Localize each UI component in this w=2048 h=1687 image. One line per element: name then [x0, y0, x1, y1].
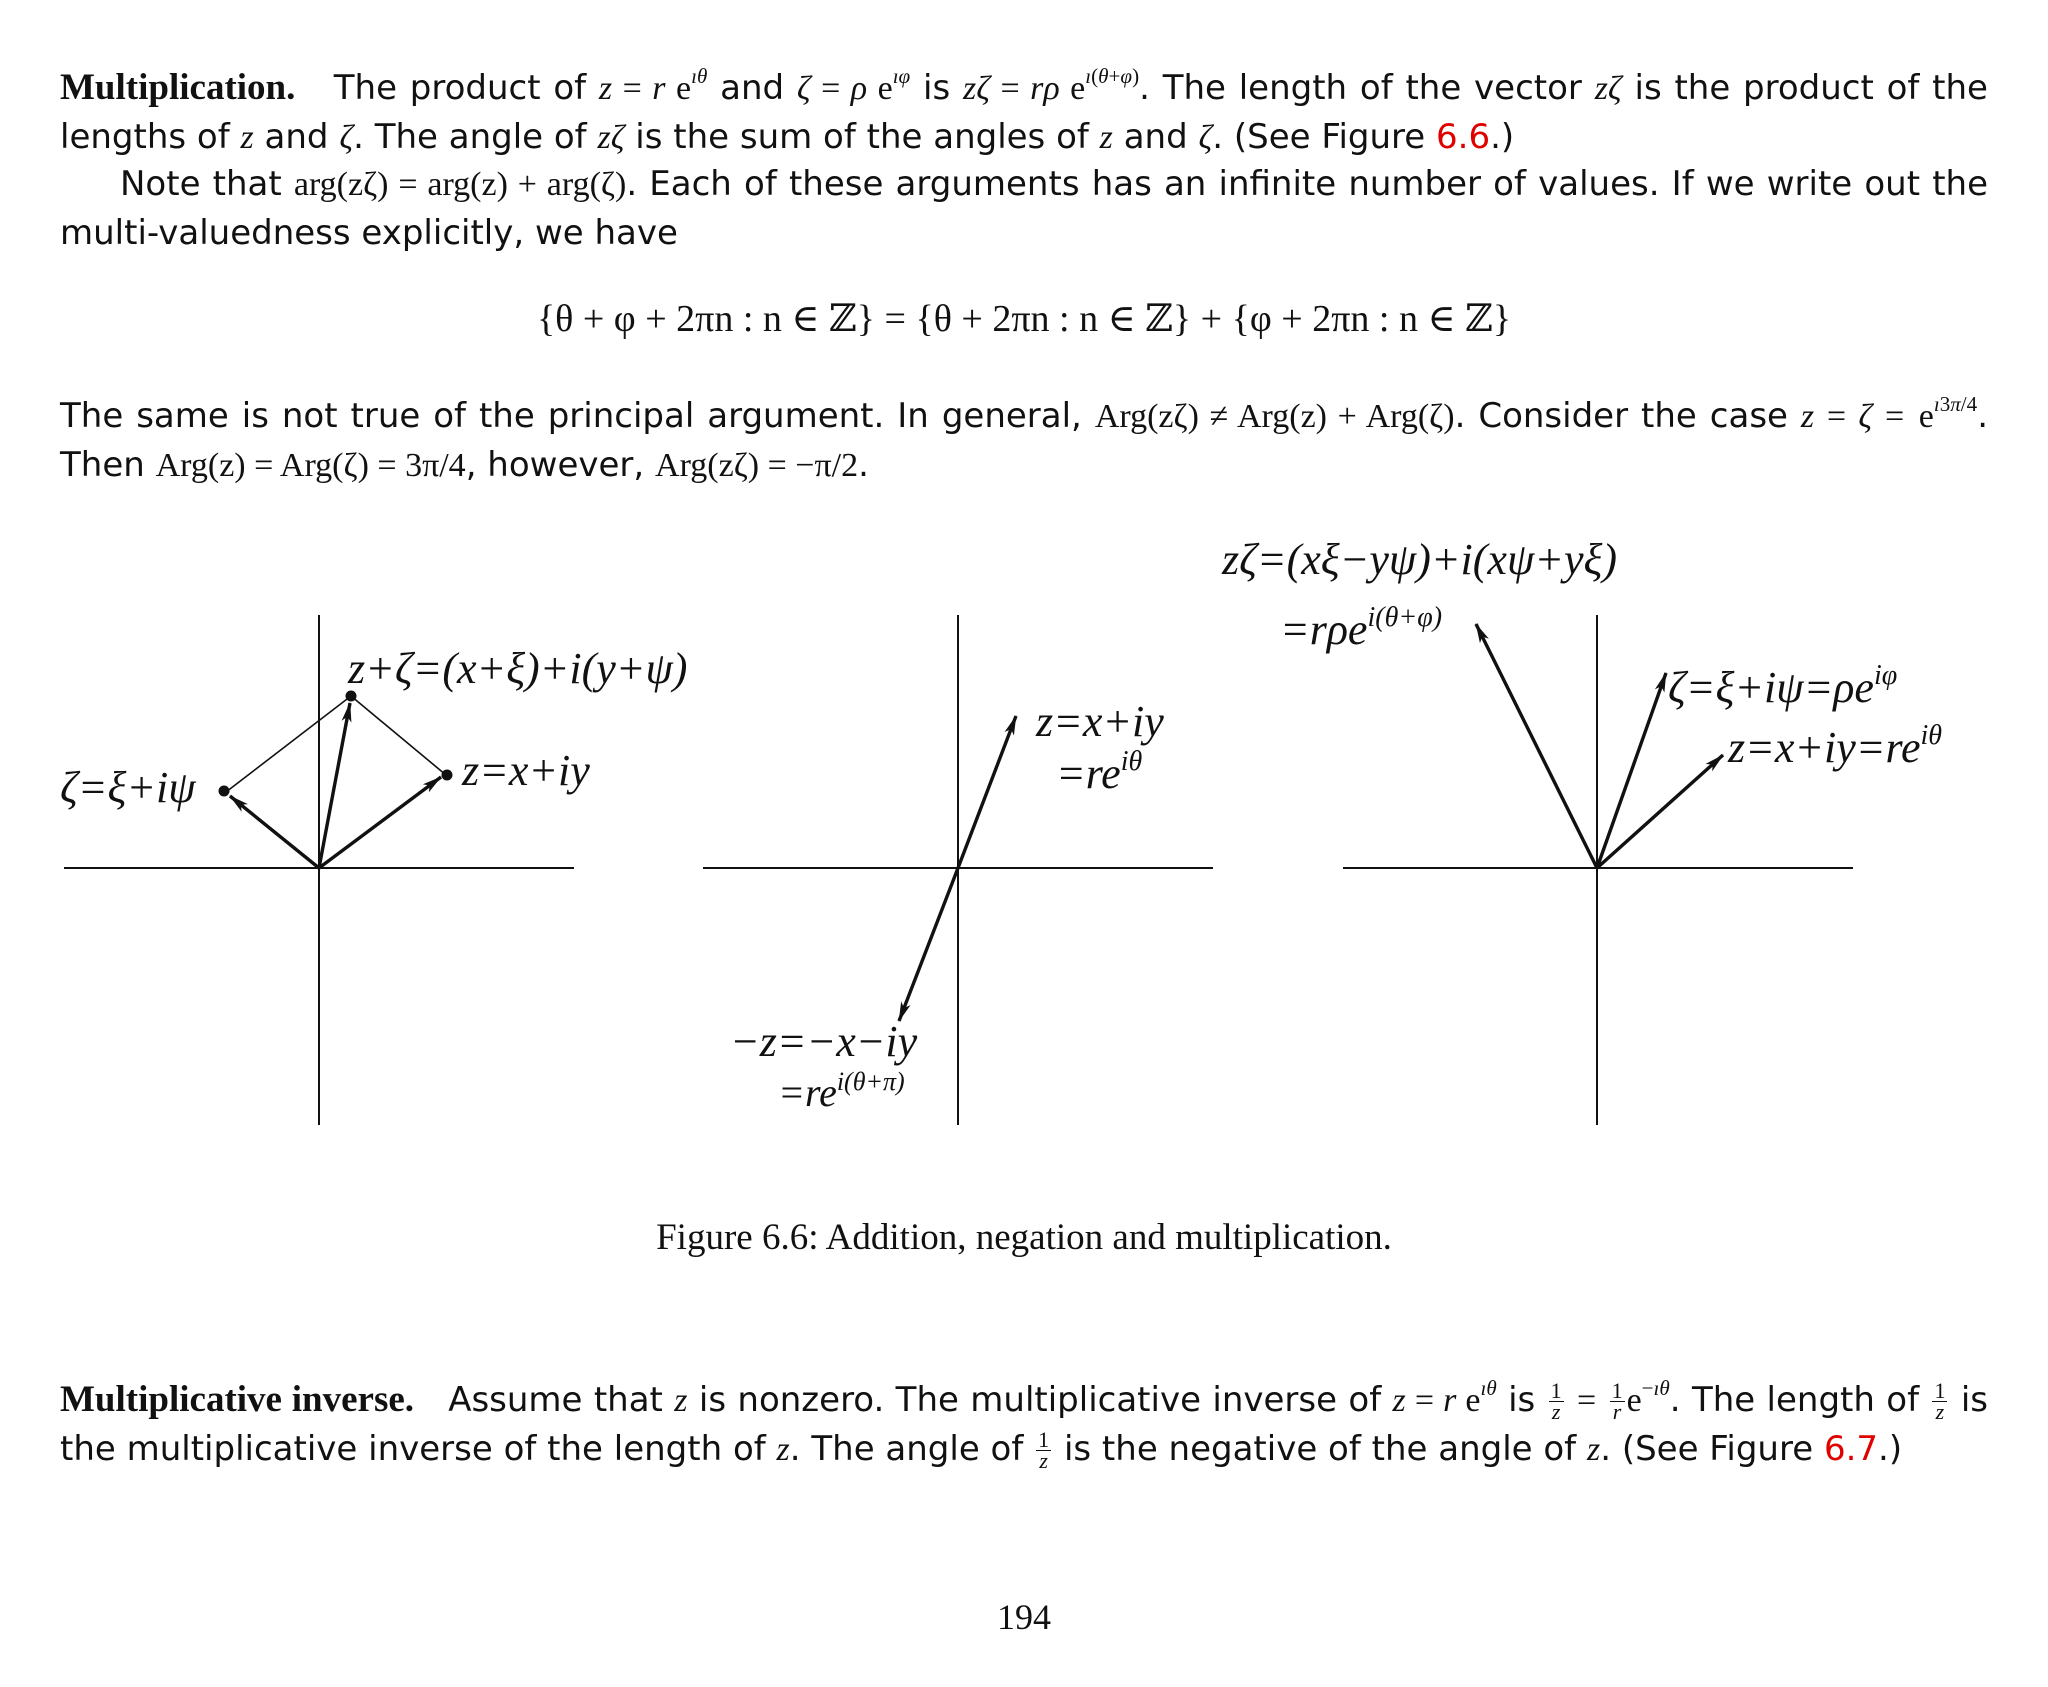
- parallelogram-edge: [351, 696, 446, 775]
- figure-6-6-link[interactable]: 6.6: [1436, 117, 1491, 157]
- zeta-vector: [230, 796, 319, 868]
- text: and: [1123, 117, 1188, 157]
- multiplication-paragraph: Multiplication. The product of z = r $e^{ı\theta}$ and ζ = ρ $e^{ı\varphi}$ is zζ = rρ $e^{ı(\theta+\varphi)}$. The length of the vector zζ is the product of the lengths of z and ζ. The angle of zζ is the sum of the angles of z and ζ. (See Figure 6.6.): [60, 64, 1988, 157]
- text: is: [1508, 1380, 1536, 1420]
- inverse-paragraph: Multiplicative inverse. Assume that z is nonzero. The multiplicative inverse of z = r $e^{ı\theta}$ is $\frac{1}{z}$ = $\frac{1}{r}$ $e^{-ı\theta}$. The length of $\frac{1}{z}$ is the multiplicative inverse of the length of z. The angle of $\frac{1}{z}$ is the negative of the angle of z. (See Figure 6.7.): [60, 1376, 1988, 1473]
- text: and: [264, 117, 329, 157]
- z-label: z=x+iy: [1036, 697, 1164, 746]
- page-number: 194: [997, 1597, 1051, 1637]
- neg-z-label: −z=−x−iy: [730, 1017, 918, 1066]
- text: , however,: [465, 445, 645, 485]
- product-polar-label: =rρe$^{i(\theta+\varphi)}$: [1280, 602, 1443, 654]
- z-label: $z=x+iy=re^{i\theta}$: [1728, 720, 1943, 772]
- zeta-label: $\zeta=\xi+i\psi=\rho e^{i\varphi}$: [1668, 660, 1898, 712]
- text: is the negative of the angle of: [1063, 1429, 1577, 1469]
- multiplication-panel: [1221, 540, 1942, 1125]
- text: .: [858, 445, 869, 485]
- neg-z-polar-label: $=re^{i(\theta+\pi)}$: [778, 1067, 905, 1115]
- addition-panel: [60, 615, 687, 1125]
- display-equation: {θ + φ + 2πn : n ∈ ℤ} = {θ + 2πn : n ∈ ℤ} + {φ + 2πn : n ∈ ℤ}: [536, 298, 1512, 340]
- text: . Then: [60, 396, 1989, 485]
- z-polar-label: $=re^{i\theta}$: [1056, 746, 1143, 798]
- inverse-heading: Multiplicative inverse.: [60, 1379, 415, 1420]
- parallelogram-edge: [226, 696, 351, 792]
- zeta-label: ζ=ξ+iψ: [60, 763, 196, 812]
- z-label: z=x+iy: [462, 746, 590, 795]
- arg-product-value: Arg(zζ) = −π/2: [655, 447, 859, 484]
- multiplication-heading: Multiplication.: [60, 67, 296, 108]
- z-vector: [319, 777, 441, 868]
- text: . The length of: [1669, 1380, 1920, 1420]
- text: The product of: [333, 68, 587, 108]
- text: .): [1878, 1429, 1903, 1469]
- text: .): [1490, 117, 1515, 157]
- z-vector: [958, 716, 1016, 868]
- text: . The angle of: [353, 117, 587, 157]
- arg-equation: arg(zζ) = arg(z) + arg(ζ): [293, 166, 627, 203]
- text: Assume that: [448, 1380, 663, 1420]
- sum-label: z+ζ=(x+ξ)+i(y+ψ): [348, 644, 688, 693]
- text: . Each of these arguments has an infinite number of values. If we write out the multi-valuedness explicitly, we have: [60, 164, 1989, 253]
- text: is nonzero. The multiplicative inverse of: [698, 1380, 1382, 1420]
- arg-values: Arg(z) = Arg(ζ) = 3π/4: [155, 447, 466, 484]
- text: . The angle of: [789, 1429, 1024, 1469]
- text: . Consider the case: [1454, 396, 1788, 436]
- figure-6-6: [0, 540, 2048, 1140]
- text: . (See Figure: [1212, 117, 1426, 157]
- text: is: [923, 68, 951, 108]
- product-label: zζ=(xξ−yψ)+i(xψ+yξ): [1222, 540, 1617, 584]
- negation-panel: [703, 615, 1213, 1125]
- arg-inequality: Arg(zζ) ≠ Arg(z) + Arg(ζ): [1094, 398, 1455, 435]
- sum-vector: [319, 703, 350, 868]
- case-equation: z = ζ =: [1800, 398, 1906, 435]
- figure-6-7-link[interactable]: 6.7: [1823, 1429, 1879, 1469]
- text: is the sum of the angles of: [635, 117, 1089, 157]
- z-point: [442, 770, 453, 781]
- neg-z-vector: [899, 868, 958, 1021]
- text: Note that: [120, 164, 282, 204]
- zeta-point: [219, 786, 230, 797]
- text: The same is not true of the principal argument. In general,: [60, 396, 1082, 436]
- text: . (See Figure: [1600, 1429, 1814, 1469]
- text: and: [720, 68, 785, 108]
- note-paragraph: [60, 160, 1988, 257]
- text: . The length of the vector: [1139, 68, 1582, 108]
- text: is the multiplicative inverse of the length of: [60, 1380, 1988, 1469]
- figure-caption: Figure 6.6: Addition, negation and multiplication.: [656, 1217, 1392, 1258]
- text: is the product of the lengths of: [60, 68, 1988, 157]
- principal-paragraph: The same is not true of the principal argument. In general, Arg(zζ) ≠ Arg(z) + Arg(ζ). Consider the case $z = \zeta = e^{ı3\pi/4}$. Then Arg(z) = Arg(ζ) = 3π/4, however, Arg(zζ) = −π/2.: [60, 392, 1989, 485]
- product-vector: [1476, 624, 1597, 868]
